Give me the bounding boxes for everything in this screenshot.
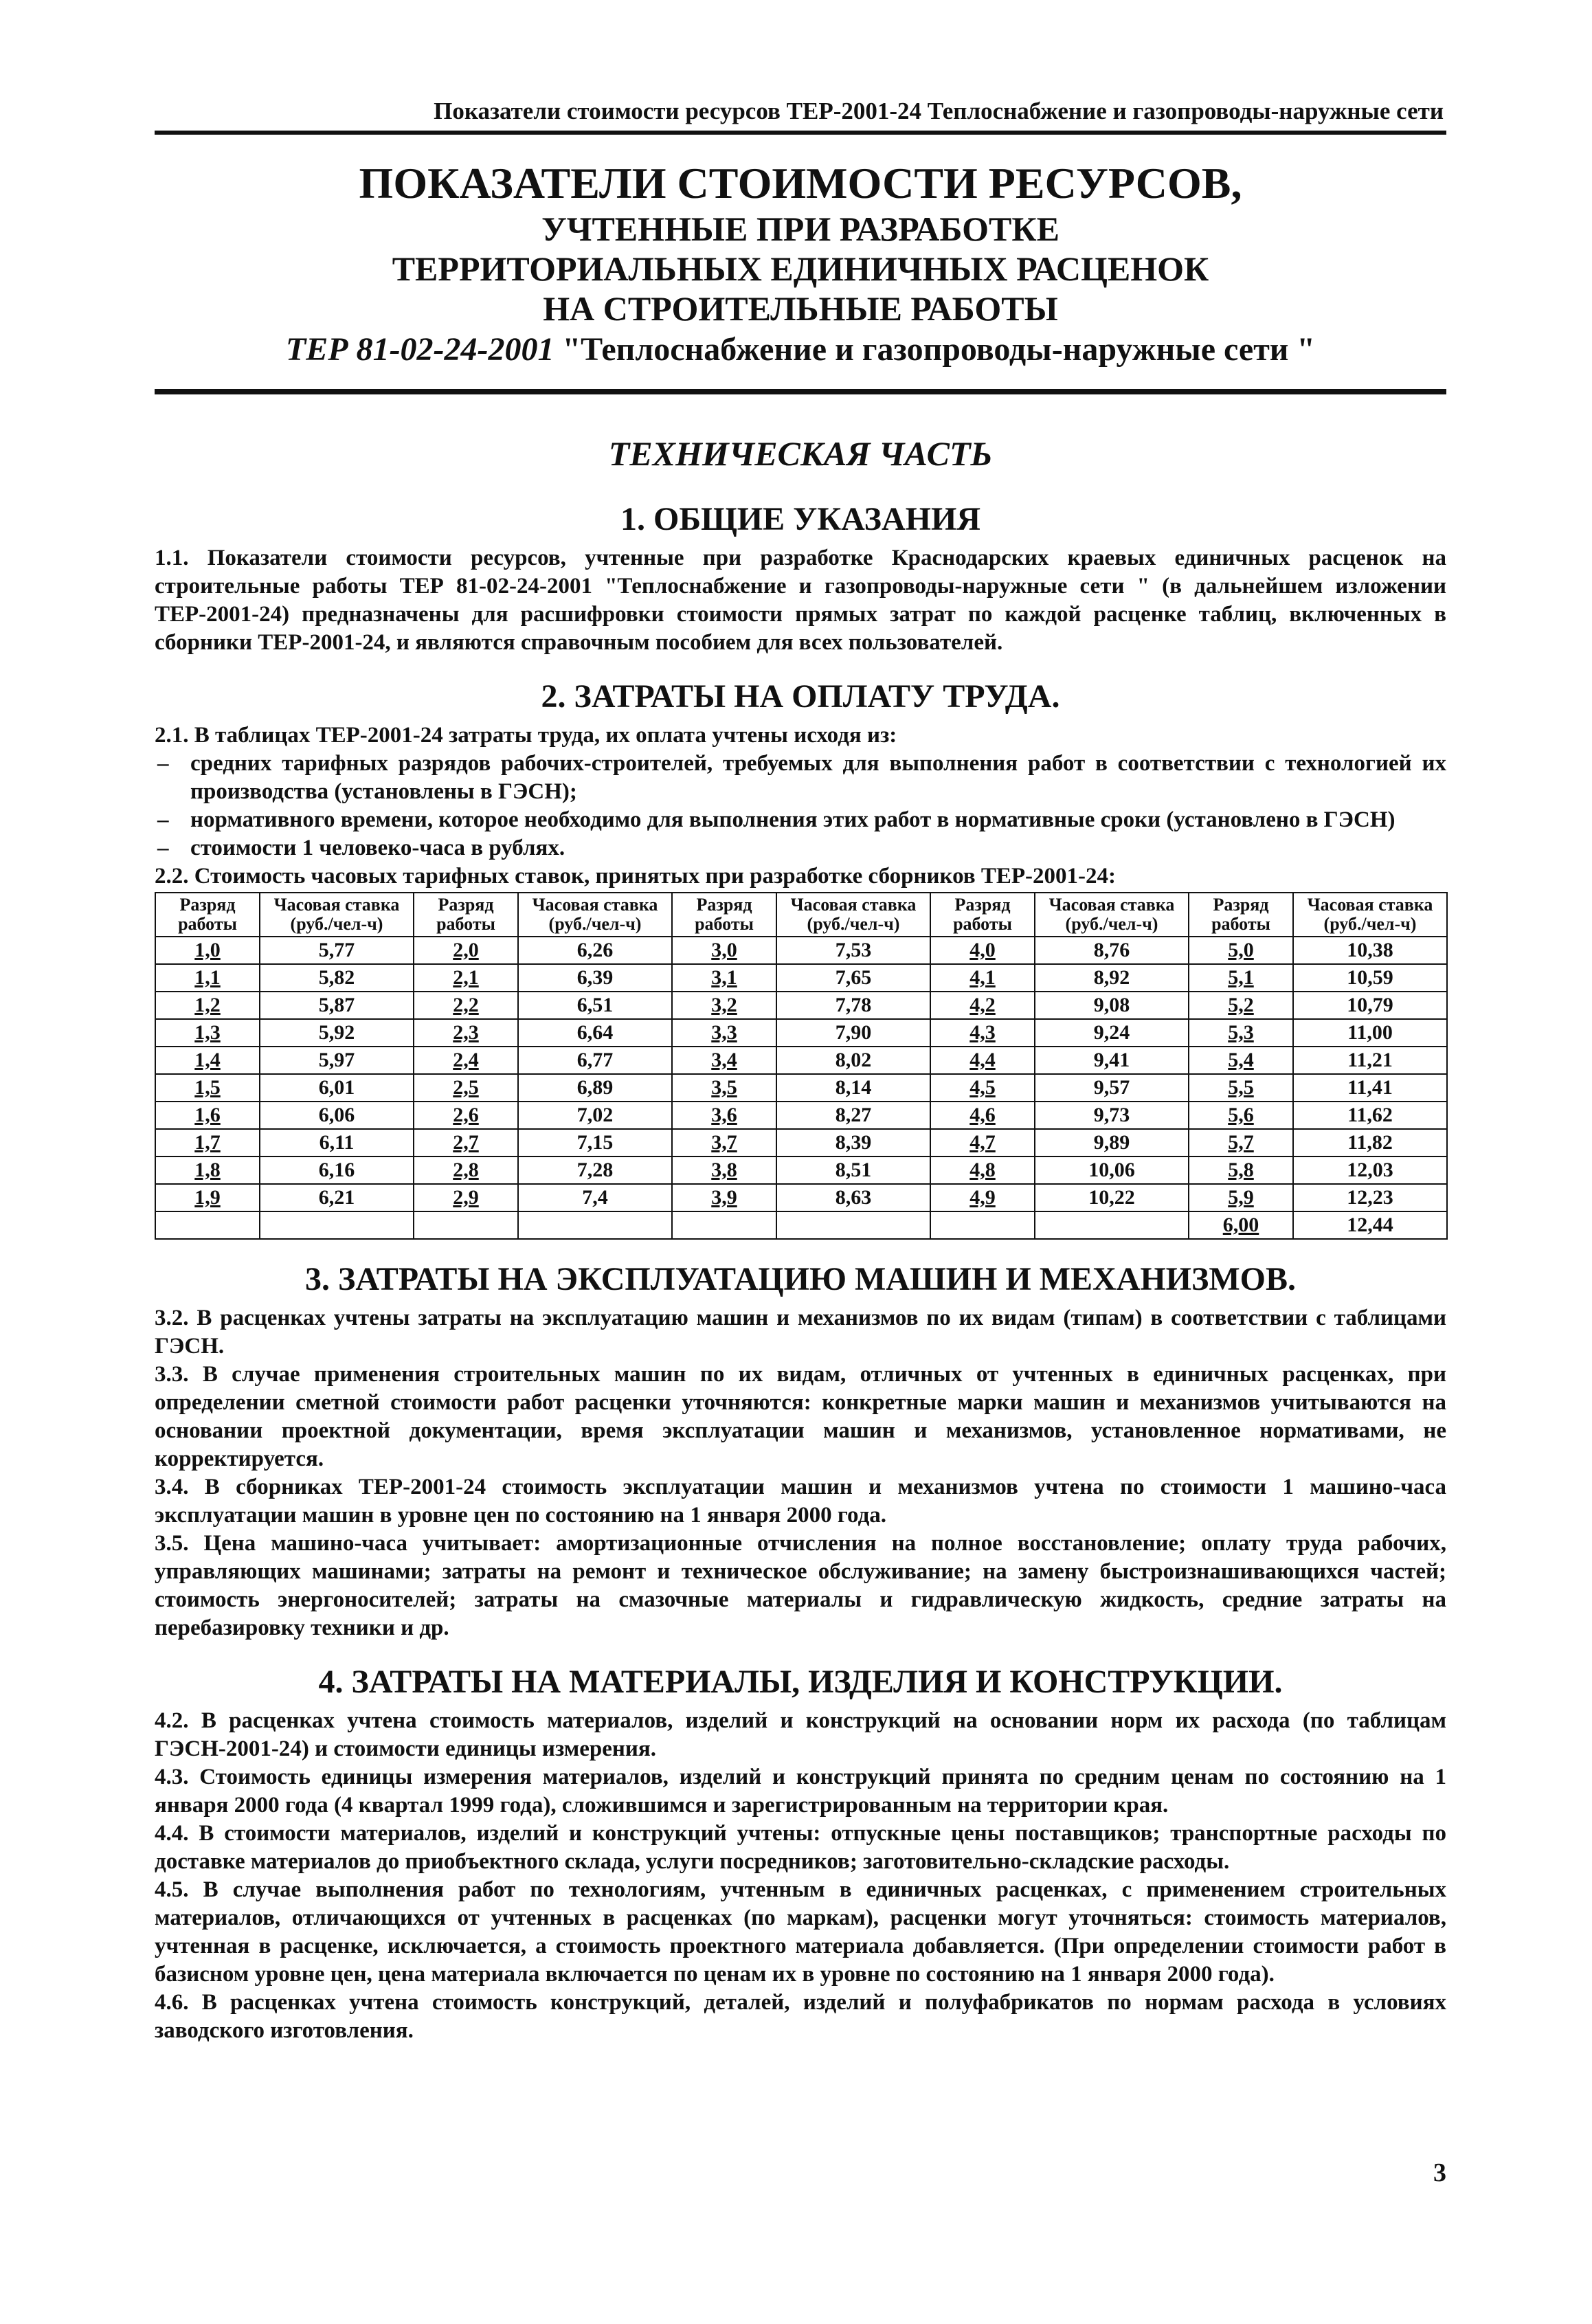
rate-cell: 9,24 xyxy=(1035,1019,1189,1047)
document-page xyxy=(155,96,1446,2045)
rate-cell: 8,27 xyxy=(776,1102,930,1129)
list-item-text: средних тарифных разрядов рабочих-строителей, требуемых для выполнения работ в соответствии с технологией их производства (установлены в ГЭСН); xyxy=(190,751,1446,804)
grade-cell: 2,7 xyxy=(414,1129,518,1157)
header-rate: Часовая ставка (руб./чел-ч) xyxy=(260,893,414,937)
rate-cell: 9,08 xyxy=(1035,992,1189,1019)
rate-cell: 5,92 xyxy=(260,1019,414,1047)
rate-cell: 6,77 xyxy=(518,1047,672,1074)
grade-cell: 1,1 xyxy=(155,964,260,992)
list-item-text: нормативного времени, которое необходимо для выполнения этих работ в нормативные сроки (установлено в ГЭСН) xyxy=(190,807,1395,832)
grade-cell: 5,0 xyxy=(1189,937,1293,964)
rate-cell: 8,02 xyxy=(776,1047,930,1074)
grade-cell: 3,5 xyxy=(672,1074,776,1102)
rate-cell: 6,21 xyxy=(260,1184,414,1211)
rate-cell: 7,28 xyxy=(518,1157,672,1184)
list-item xyxy=(155,750,1446,806)
list-item-text: стоимости 1 человеко-часа в рублях. xyxy=(190,836,565,860)
header-grade: Разряд работы xyxy=(672,893,776,937)
title-code: ТЕР 81-02-24-2001 xyxy=(285,331,554,368)
title-collection-name: "Теплоснабжение и газопроводы-наружные сети " xyxy=(554,331,1316,368)
rate-cell: 11,62 xyxy=(1293,1102,1447,1129)
grade-cell: 4,0 xyxy=(930,937,1035,964)
grade-cell: 2,8 xyxy=(414,1157,518,1184)
paragraph-2-1: 2.1. В таблицах ТЕР-2001-24 затраты труда, их оплата учтены исходя из: xyxy=(155,723,897,748)
rate-cell xyxy=(1035,1211,1189,1239)
grade-cell: 2,5 xyxy=(414,1074,518,1102)
rate-cell: 6,11 xyxy=(260,1129,414,1157)
labor-factors-list xyxy=(155,750,1446,862)
grade-cell: 5,9 xyxy=(1189,1184,1293,1211)
grade-cell: 5,5 xyxy=(1189,1074,1293,1102)
rate-cell: 10,06 xyxy=(1035,1157,1189,1184)
rate-cell: 5,97 xyxy=(260,1047,414,1074)
rate-cell: 11,82 xyxy=(1293,1129,1447,1157)
grade-cell: 5,8 xyxy=(1189,1157,1293,1184)
rate-cell: 9,73 xyxy=(1035,1102,1189,1129)
rate-cell: 9,89 xyxy=(1035,1129,1189,1157)
header-rate: Часовая ставка (руб./чел-ч) xyxy=(776,893,930,937)
title-block xyxy=(155,158,1446,371)
title-line-1: ПОКАЗАТЕЛИ СТОИМОСТИ РЕСУРСОВ, xyxy=(359,159,1242,208)
paragraph-4-4: 4.4. В стоимости материалов, изделий и конструкций учтены: отпускные цены поставщиков; транспортные расходы по доставке материалов до приобъектного склада, услуги посредников; заготовительно-складские расходы. xyxy=(155,1821,1446,1874)
grade-cell: 1,3 xyxy=(155,1019,260,1047)
rate-cell: 11,41 xyxy=(1293,1074,1447,1102)
rate-cell: 11,21 xyxy=(1293,1047,1447,1074)
grade-cell: 3,8 xyxy=(672,1157,776,1184)
header-rate: Часовая ставка (руб./чел-ч) xyxy=(1293,893,1447,937)
table-row xyxy=(155,937,1447,964)
table-row xyxy=(155,1047,1447,1074)
title-line-2: УЧТЕННЫЕ ПРИ РАЗРАБОТКЕ xyxy=(541,210,1060,248)
title-line-4: НА СТРОИТЕЛЬНЫЕ РАБОТЫ xyxy=(543,289,1058,328)
dash-mark: – xyxy=(157,836,169,860)
grade-cell: 1,9 xyxy=(155,1184,260,1211)
rate-cell: 6,16 xyxy=(260,1157,414,1184)
paragraph-2-2: 2.2. Стоимость часовых тарифных ставок, принятых при разработке сборников ТЕР-2001-24: xyxy=(155,864,1116,889)
grade-cell: 5,3 xyxy=(1189,1019,1293,1047)
rate-cell: 5,87 xyxy=(260,992,414,1019)
rate-cell: 10,79 xyxy=(1293,992,1447,1019)
title-rule xyxy=(155,389,1446,394)
header-grade: Разряд работы xyxy=(930,893,1035,937)
section-4-heading: 4. ЗАТРАТЫ НА МАТЕРИАЛЫ, ИЗДЕЛИЯ И КОНСТРУКЦИИ. xyxy=(318,1664,1283,1700)
grade-cell: 3,2 xyxy=(672,992,776,1019)
grade-cell: 4,6 xyxy=(930,1102,1035,1129)
grade-cell: 4,1 xyxy=(930,964,1035,992)
grade-cell: 4,3 xyxy=(930,1019,1035,1047)
grade-cell: 4,5 xyxy=(930,1074,1035,1102)
paragraph-3-3: 3.3. В случае применения строительных машин по их видам, отличных от учтенных в единичных расценках, при определении сметной стоимости работ расценки уточняются: конкретные марки машин и механизмов учитываются на основании проектной документации, время эксплуатации машин и механизмов, установленное нормативами, не корректируется. xyxy=(155,1362,1446,1471)
rate-cell: 7,53 xyxy=(776,937,930,964)
rate-cell: 8,76 xyxy=(1035,937,1189,964)
page-number: 3 xyxy=(1433,2158,1446,2187)
dash-mark: – xyxy=(157,751,169,776)
grade-cell: 2,1 xyxy=(414,964,518,992)
table-row xyxy=(155,1211,1447,1239)
rate-cell: 6,39 xyxy=(518,964,672,992)
table-row xyxy=(155,964,1447,992)
rate-cell: 8,63 xyxy=(776,1184,930,1211)
rate-cell: 8,92 xyxy=(1035,964,1189,992)
grade-cell: 5,2 xyxy=(1189,992,1293,1019)
grade-cell: 3,7 xyxy=(672,1129,776,1157)
rate-cell: 6,26 xyxy=(518,937,672,964)
rate-cell xyxy=(260,1211,414,1239)
table-row xyxy=(155,1157,1447,1184)
rate-cell xyxy=(776,1211,930,1239)
header-rate: Часовая ставка (руб./чел-ч) xyxy=(1035,893,1189,937)
rate-cell: 7,65 xyxy=(776,964,930,992)
rate-cell: 10,38 xyxy=(1293,937,1447,964)
grade-cell xyxy=(672,1211,776,1239)
grade-cell xyxy=(155,1211,260,1239)
grade-cell: 3,3 xyxy=(672,1019,776,1047)
rate-cell xyxy=(518,1211,672,1239)
grade-cell: 3,6 xyxy=(672,1102,776,1129)
grade-cell: 2,0 xyxy=(414,937,518,964)
section-1-heading: 1. ОБЩИЕ УКАЗАНИЯ xyxy=(620,501,980,537)
rate-cell: 6,06 xyxy=(260,1102,414,1129)
grade-cell: 3,9 xyxy=(672,1184,776,1211)
header-grade: Разряд работы xyxy=(155,893,260,937)
grade-cell: 3,4 xyxy=(672,1047,776,1074)
rate-cell: 7,15 xyxy=(518,1129,672,1157)
table-row xyxy=(155,1102,1447,1129)
grade-cell: 3,1 xyxy=(672,964,776,992)
grade-cell: 1,0 xyxy=(155,937,260,964)
header-grade: Разряд работы xyxy=(1189,893,1293,937)
header-grade: Разряд работы xyxy=(414,893,518,937)
grade-cell: 6,00 xyxy=(1189,1211,1293,1239)
rate-cell: 7,4 xyxy=(518,1184,672,1211)
title-line-3: ТЕРРИТОРИАЛЬНЫХ ЕДИНИЧНЫХ РАСЦЕНОК xyxy=(392,249,1209,288)
grade-cell: 1,8 xyxy=(155,1157,260,1184)
table-row xyxy=(155,1184,1447,1211)
table-header-row xyxy=(155,893,1447,937)
rate-cell: 5,82 xyxy=(260,964,414,992)
table-row xyxy=(155,1019,1447,1047)
grade-cell: 5,4 xyxy=(1189,1047,1293,1074)
grade-cell: 3,0 xyxy=(672,937,776,964)
table-row xyxy=(155,1129,1447,1157)
rate-cell: 6,64 xyxy=(518,1019,672,1047)
paragraph-4-3: 4.3. Стоимость единицы измерения материалов, изделий и конструкций принята по средним ценам по состоянию на 1 января 2000 года (4 квартал 1999 года), сложившимся и зарегистрированным на территории края. xyxy=(155,1765,1446,1818)
hourly-rates-table xyxy=(155,892,1448,1240)
section-3-heading: 3. ЗАТРАТЫ НА ЭКСПЛУАТАЦИЮ МАШИН И МЕХАНИЗМОВ. xyxy=(304,1261,1296,1297)
section-2-heading: 2. ЗАТРАТЫ НА ОПЛАТУ ТРУДА. xyxy=(541,678,1060,715)
grade-cell xyxy=(930,1211,1035,1239)
grade-cell: 4,2 xyxy=(930,992,1035,1019)
rate-cell: 5,77 xyxy=(260,937,414,964)
rate-cell: 11,00 xyxy=(1293,1019,1447,1047)
rate-cell: 9,57 xyxy=(1035,1074,1189,1102)
grade-cell: 2,4 xyxy=(414,1047,518,1074)
grade-cell: 2,6 xyxy=(414,1102,518,1129)
rate-cell: 10,22 xyxy=(1035,1184,1189,1211)
rate-cell: 7,90 xyxy=(776,1019,930,1047)
paragraph-4-2: 4.2. В расценках учтена стоимость материалов, изделий и конструкций на основании норм их расхода (по таблицам ГЭСН-2001-24) и стоимости единицы измерения. xyxy=(155,1708,1446,1761)
grade-cell: 5,7 xyxy=(1189,1129,1293,1157)
title-line-5 xyxy=(155,328,1446,371)
paragraph-4-6: 4.6. В расценках учтена стоимость конструкций, деталей, изделий и полуфабрикатов по нормам расхода в условиях заводского изготовления. xyxy=(155,1990,1446,2043)
paragraph-3-4: 3.4. В сборниках ТЕР-2001-24 стоимость эксплуатации машин и механизмов учтена по стоимости 1 машино-часа эксплуатации машин в уровне цен по состоянию на 1 января 2000 года. xyxy=(155,1475,1446,1528)
grade-cell: 1,7 xyxy=(155,1129,260,1157)
table-body xyxy=(155,937,1447,1239)
rate-cell: 8,39 xyxy=(776,1129,930,1157)
rate-cell: 7,78 xyxy=(776,992,930,1019)
rate-cell: 7,02 xyxy=(518,1102,672,1129)
table-row xyxy=(155,992,1447,1019)
list-item xyxy=(155,806,1446,834)
paragraph-4-5: 4.5. В случае выполнения работ по технологиям, учтенным в единичных расценках, с применением строительных материалов, отличающихся от учтенных в расценках (по маркам), расценки могут уточняться: стоимость материалов, учтенная в расценке, исключается, а стоимость проектного материала добавляется. (При определении стоимости работ в базисном уровне цен, цена материала включается по ценам их в уровне по состоянию на 1 января 2000 года). xyxy=(155,1877,1446,1987)
grade-cell: 4,4 xyxy=(930,1047,1035,1074)
header-rate: Часовая ставка (руб./чел-ч) xyxy=(518,893,672,937)
part-title: ТЕХНИЧЕСКАЯ ЧАСТЬ xyxy=(608,434,993,473)
rate-cell: 8,14 xyxy=(776,1074,930,1102)
grade-cell: 4,9 xyxy=(930,1184,1035,1211)
grade-cell: 4,7 xyxy=(930,1129,1035,1157)
grade-cell: 5,6 xyxy=(1189,1102,1293,1129)
dash-mark: – xyxy=(157,807,169,832)
grade-cell xyxy=(414,1211,518,1239)
rate-cell: 6,89 xyxy=(518,1074,672,1102)
rate-cell: 8,51 xyxy=(776,1157,930,1184)
rate-cell: 10,59 xyxy=(1293,964,1447,992)
table-row xyxy=(155,1074,1447,1102)
paragraph-1-1: 1.1. Показатели стоимости ресурсов, учтенные при разработке Краснодарских краевых единичных расценок на строительные работы ТЕР 81-02-24-2001 "Теплоснабжение и газопроводы-наружные сети " (в дальнейшем изложении ТЕР-2001-24) предназначены для расшифровки стоимости прямых затрат по каждой расценке таблиц, включенных в сборники ТЕР-2001-24, и являются справочным пособием для всех пользователей. xyxy=(155,546,1446,655)
paragraph-3-2: 3.2. В расценках учтены затраты на эксплуатацию машин и механизмов по их видам (типам) в соответствии с таблицами ГЭСН. xyxy=(155,1306,1446,1359)
grade-cell: 2,2 xyxy=(414,992,518,1019)
grade-cell: 1,6 xyxy=(155,1102,260,1129)
header-rule xyxy=(155,131,1446,135)
grade-cell: 1,4 xyxy=(155,1047,260,1074)
paragraph-3-5: 3.5. Цена машино-часа учитывает: амортизационные отчисления на полное восстановление; оплату труда рабочих, управляющих машинами; затраты на ремонт и техническое обслуживание; на замену быстроизнашивающихся частей; стоимость энергоносителей; затраты на смазочные материалы и гидравлическую жидкость, средние затраты на перебазировку техники и др. xyxy=(155,1531,1446,1640)
grade-cell: 1,2 xyxy=(155,992,260,1019)
rate-cell: 12,23 xyxy=(1293,1184,1447,1211)
rate-cell: 9,41 xyxy=(1035,1047,1189,1074)
grade-cell: 1,5 xyxy=(155,1074,260,1102)
rate-cell: 6,01 xyxy=(260,1074,414,1102)
grade-cell: 2,9 xyxy=(414,1184,518,1211)
grade-cell: 2,3 xyxy=(414,1019,518,1047)
rate-cell: 6,51 xyxy=(518,992,672,1019)
grade-cell: 4,8 xyxy=(930,1157,1035,1184)
running-header: Показатели стоимости ресурсов ТЕР-2001-24 Теплоснабжение и газопроводы-наружные сети xyxy=(434,98,1444,124)
rate-cell: 12,03 xyxy=(1293,1157,1447,1184)
list-item xyxy=(155,834,1446,862)
rate-cell: 12,44 xyxy=(1293,1211,1447,1239)
grade-cell: 5,1 xyxy=(1189,964,1293,992)
